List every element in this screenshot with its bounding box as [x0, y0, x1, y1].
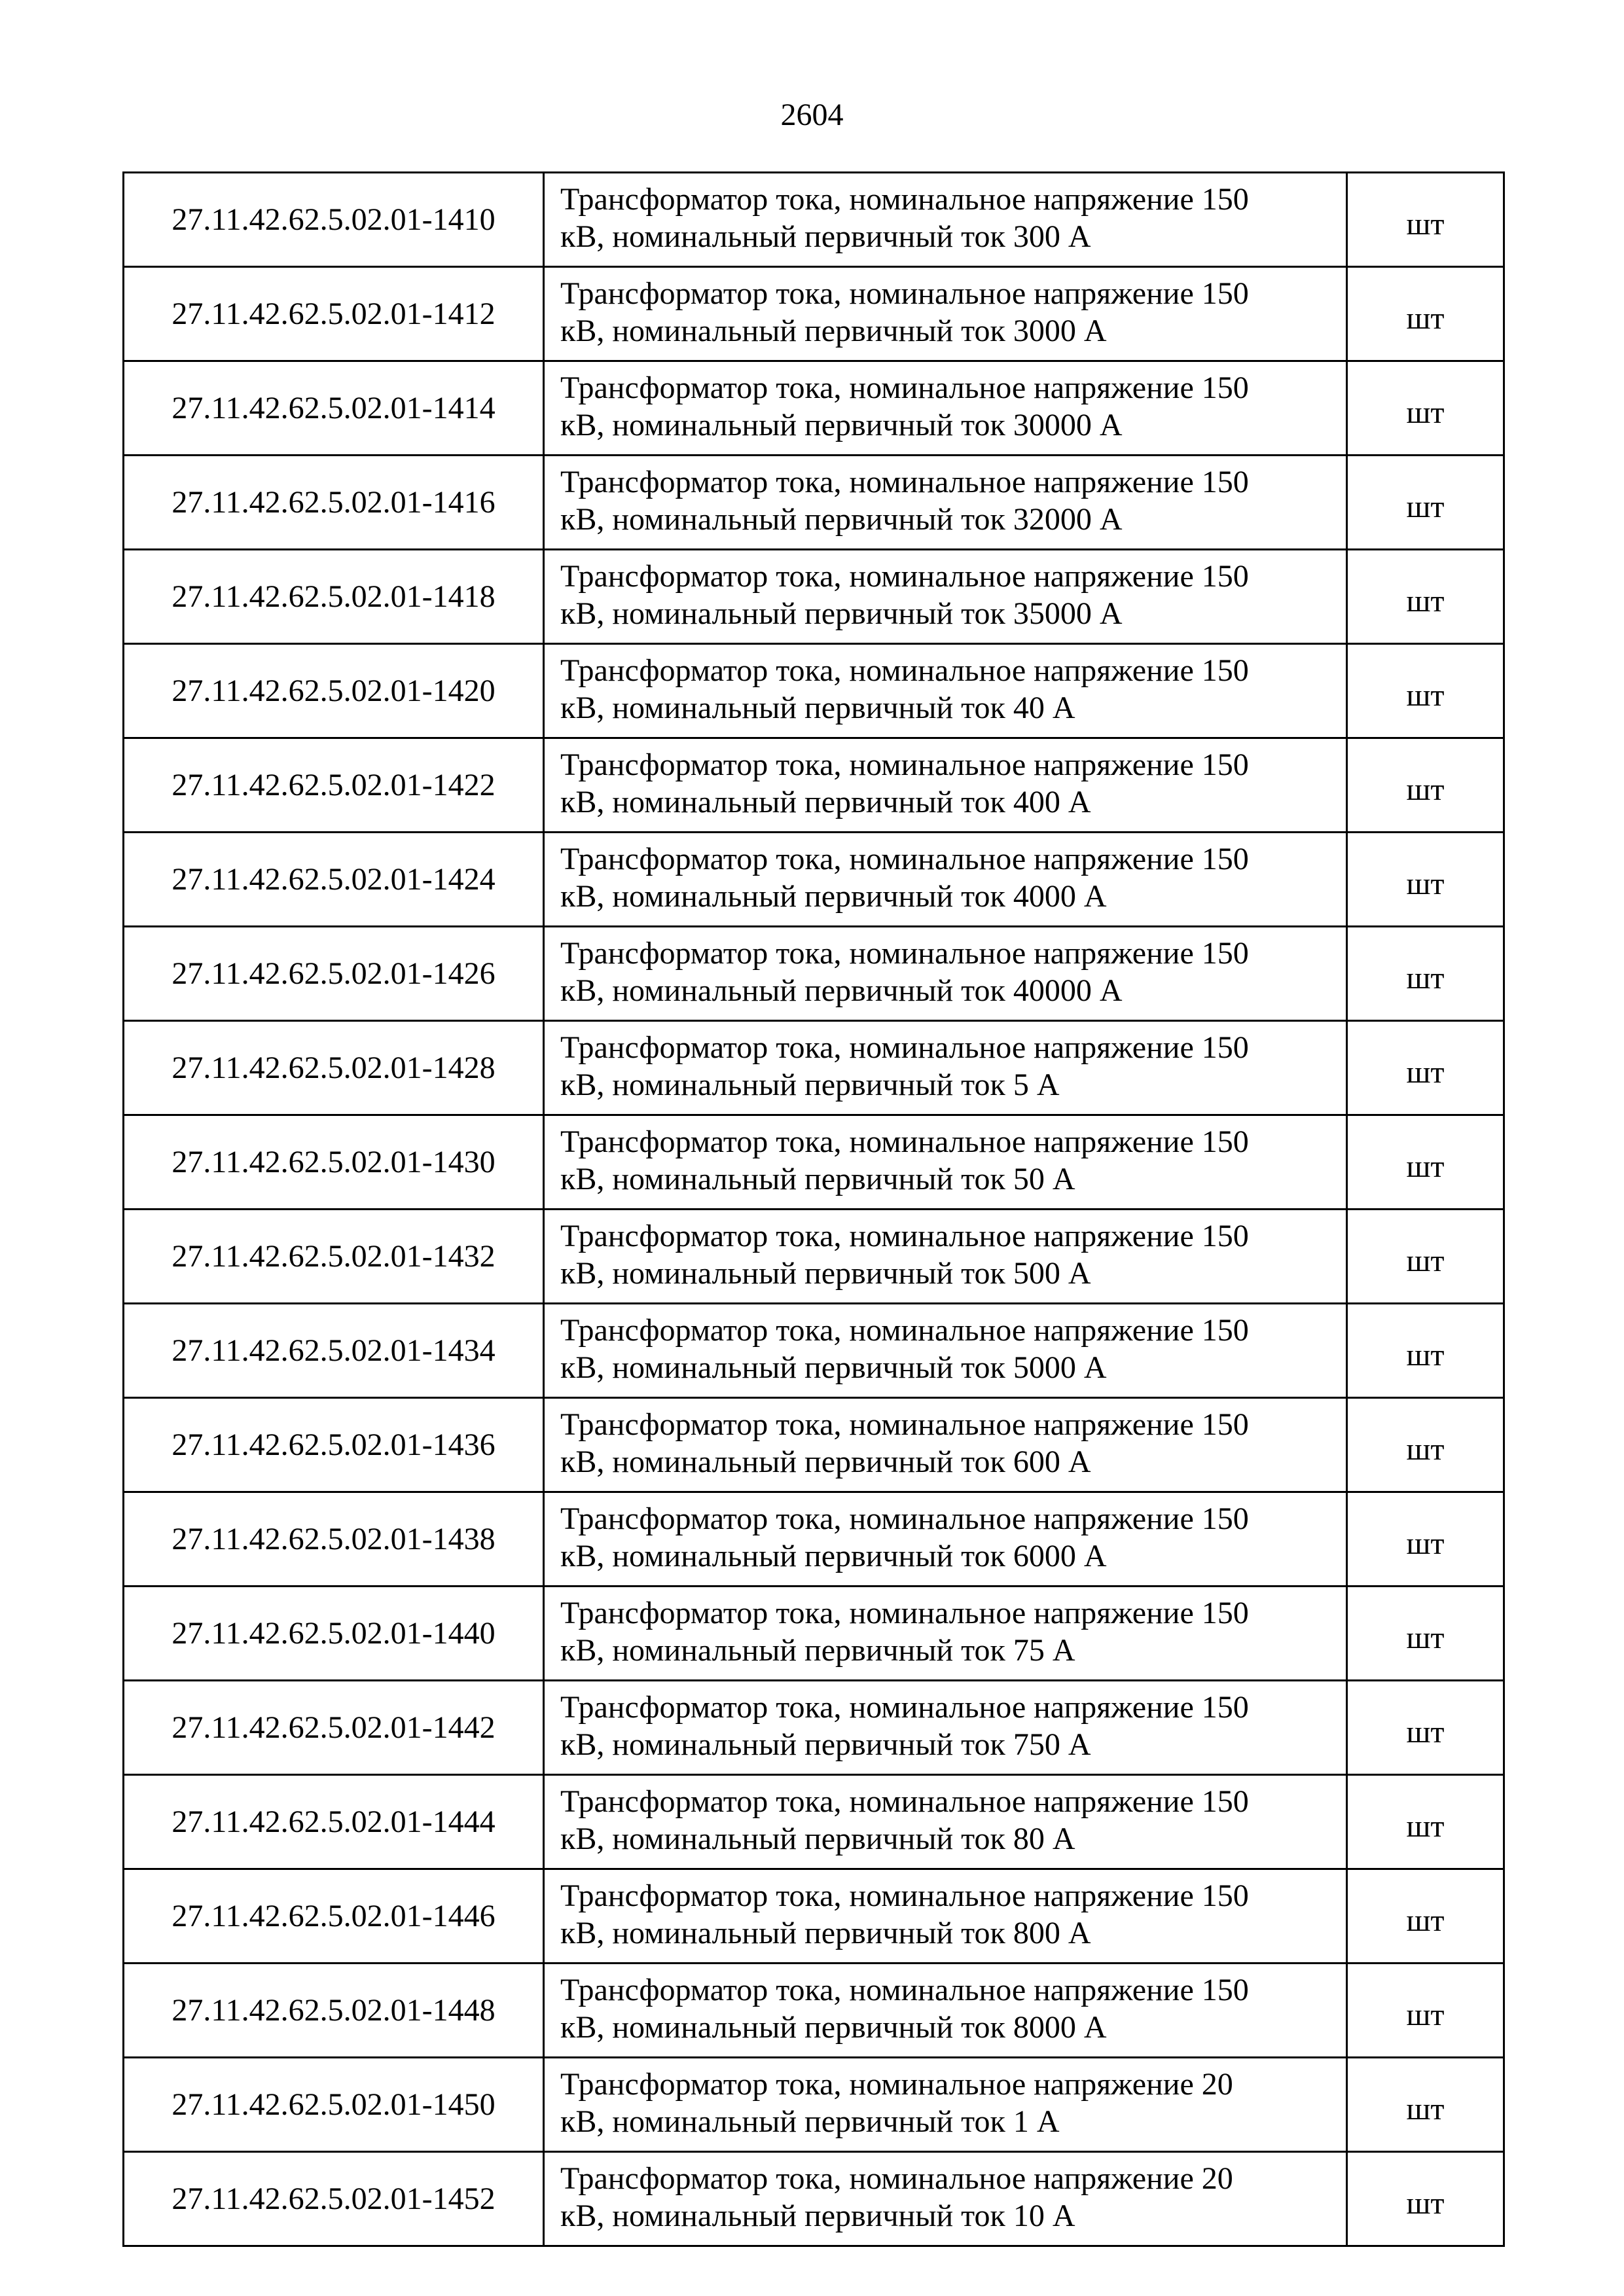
- item-name-cell: [544, 738, 1347, 833]
- item-name-line-1: Трансформатор тока, номинальное напряжение 150: [560, 841, 1249, 876]
- item-unit-cell: шт: [1347, 738, 1504, 833]
- item-unit-cell: шт: [1347, 267, 1504, 361]
- item-unit-cell: шт: [1347, 1587, 1504, 1681]
- item-name-cell: [544, 1775, 1347, 1869]
- item-name-line-1: Трансформатор тока, номинальное напряжение 150: [560, 1689, 1249, 1725]
- item-code-cell: 27.11.42.62.5.02.01-1440: [124, 1587, 544, 1681]
- items-table: [122, 171, 1505, 2247]
- item-name-line-1: Трансформатор тока, номинальное напряжение 150: [560, 276, 1249, 311]
- item-name-cell: [544, 267, 1347, 361]
- item-unit-cell: шт: [1347, 456, 1504, 550]
- item-name-cell: [544, 1115, 1347, 1210]
- table-row: [124, 1398, 1504, 1492]
- item-code-cell: 27.11.42.62.5.02.01-1414: [124, 361, 544, 456]
- item-name-line-1: Трансформатор тока, номинальное напряжение 150: [560, 181, 1249, 217]
- item-name-line-2: кВ, номинальный первичный ток 35000 А: [560, 596, 1123, 631]
- table-row: [124, 1021, 1504, 1115]
- item-name-line-1: Трансформатор тока, номинальное напряжение 150: [560, 1030, 1249, 1065]
- item-name-cell: [544, 1587, 1347, 1681]
- item-name-cell: [544, 456, 1347, 550]
- item-name-line-1: Трансформатор тока, номинальное напряжение 150: [560, 1124, 1249, 1159]
- item-unit-cell: шт: [1347, 644, 1504, 738]
- item-code-cell: 27.11.42.62.5.02.01-1450: [124, 2058, 544, 2152]
- item-unit-cell: шт: [1347, 1210, 1504, 1304]
- item-code-cell: 27.11.42.62.5.02.01-1448: [124, 1964, 544, 2058]
- item-unit-cell: шт: [1347, 1021, 1504, 1115]
- item-name-line-2: кВ, номинальный первичный ток 4000 А: [560, 878, 1107, 914]
- item-name-line-2: кВ, номинальный первичный ток 800 А: [560, 1915, 1091, 1950]
- table-row: [124, 644, 1504, 738]
- table-row: [124, 1681, 1504, 1775]
- item-name-line-1: Трансформатор тока, номинальное напряжение 150: [560, 1407, 1249, 1442]
- item-code-cell: 27.11.42.62.5.02.01-1446: [124, 1869, 544, 1964]
- table-row: [124, 1304, 1504, 1398]
- item-unit-cell: шт: [1347, 2152, 1504, 2246]
- item-name-cell: [544, 1398, 1347, 1492]
- item-code-cell: 27.11.42.62.5.02.01-1412: [124, 267, 544, 361]
- items-table-body: [124, 173, 1504, 2246]
- item-name-line-1: Трансформатор тока, номинальное напряжение 150: [560, 1972, 1249, 2007]
- table-row: [124, 1587, 1504, 1681]
- table-row: [124, 1210, 1504, 1304]
- item-unit-cell: шт: [1347, 833, 1504, 927]
- item-unit-cell: шт: [1347, 927, 1504, 1021]
- item-name-line-2: кВ, номинальный первичный ток 80 А: [560, 1821, 1075, 1856]
- item-name-cell: [544, 173, 1347, 267]
- item-name-line-1: Трансформатор тока, номинальное напряжение 20: [560, 2161, 1233, 2196]
- item-code-cell: 27.11.42.62.5.02.01-1452: [124, 2152, 544, 2246]
- item-name-line-2: кВ, номинальный первичный ток 8000 А: [560, 2009, 1107, 2045]
- item-name-cell: [544, 1210, 1347, 1304]
- item-code-cell: 27.11.42.62.5.02.01-1428: [124, 1021, 544, 1115]
- item-unit-cell: шт: [1347, 1492, 1504, 1587]
- item-unit-cell: шт: [1347, 1398, 1504, 1492]
- item-name-cell: [544, 1681, 1347, 1775]
- page-number: 2604: [780, 98, 844, 132]
- item-name-line-1: Трансформатор тока, номинальное напряжение 150: [560, 370, 1249, 405]
- item-name-line-2: кВ, номинальный первичный ток 5000 А: [560, 1350, 1107, 1385]
- item-name-cell: [544, 1304, 1347, 1398]
- table-row: [124, 1964, 1504, 2058]
- table-row: [124, 2152, 1504, 2246]
- item-code-cell: 27.11.42.62.5.02.01-1424: [124, 833, 544, 927]
- item-name-cell: [544, 1869, 1347, 1964]
- table-row: [124, 1492, 1504, 1587]
- item-name-line-1: Трансформатор тока, номинальное напряжение 20: [560, 2066, 1233, 2102]
- item-unit-cell: шт: [1347, 173, 1504, 267]
- item-name-line-1: Трансформатор тока, номинальное напряжение 150: [560, 747, 1249, 782]
- item-code-cell: 27.11.42.62.5.02.01-1434: [124, 1304, 544, 1398]
- item-name-line-2: кВ, номинальный первичный ток 300 А: [560, 219, 1091, 254]
- item-name-cell: [544, 2058, 1347, 2152]
- item-code-cell: 27.11.42.62.5.02.01-1426: [124, 927, 544, 1021]
- item-name-line-2: кВ, номинальный первичный ток 10 А: [560, 2198, 1075, 2233]
- table-row: [124, 267, 1504, 361]
- item-name-line-1: Трансформатор тока, номинальное напряжение 150: [560, 1784, 1249, 1819]
- item-name-line-2: кВ, номинальный первичный ток 50 А: [560, 1161, 1075, 1196]
- item-name-line-2: кВ, номинальный первичный ток 400 А: [560, 784, 1091, 819]
- table-row: [124, 927, 1504, 1021]
- item-name-line-2: кВ, номинальный первичный ток 1 А: [560, 2104, 1060, 2139]
- item-name-cell: [544, 2152, 1347, 2246]
- item-code-cell: 27.11.42.62.5.02.01-1418: [124, 550, 544, 644]
- item-name-line-1: Трансформатор тока, номинальное напряжение 150: [560, 1501, 1249, 1536]
- item-name-line-2: кВ, номинальный первичный ток 5 А: [560, 1067, 1060, 1102]
- item-code-cell: 27.11.42.62.5.02.01-1420: [124, 644, 544, 738]
- item-name-line-1: Трансформатор тока, номинальное напряжение 150: [560, 1312, 1249, 1348]
- item-name-line-2: кВ, номинальный первичный ток 3000 А: [560, 313, 1107, 348]
- item-name-line-2: кВ, номинальный первичный ток 40 А: [560, 690, 1075, 725]
- item-name-line-2: кВ, номинальный первичный ток 500 А: [560, 1255, 1091, 1291]
- item-code-cell: 27.11.42.62.5.02.01-1430: [124, 1115, 544, 1210]
- table-row: [124, 1115, 1504, 1210]
- item-code-cell: 27.11.42.62.5.02.01-1416: [124, 456, 544, 550]
- item-name-cell: [544, 1492, 1347, 1587]
- table-row: [124, 2058, 1504, 2152]
- item-unit-cell: шт: [1347, 1304, 1504, 1398]
- item-name-line-2: кВ, номинальный первичный ток 750 А: [560, 1727, 1091, 1762]
- item-name-line-2: кВ, номинальный первичный ток 40000 А: [560, 973, 1123, 1008]
- item-name-line-1: Трансформатор тока, номинальное напряжение 150: [560, 464, 1249, 499]
- table-row: [124, 550, 1504, 644]
- item-code-cell: 27.11.42.62.5.02.01-1432: [124, 1210, 544, 1304]
- item-name-cell: [544, 550, 1347, 644]
- table-row: [124, 1775, 1504, 1869]
- item-code-cell: 27.11.42.62.5.02.01-1410: [124, 173, 544, 267]
- item-code-cell: 27.11.42.62.5.02.01-1422: [124, 738, 544, 833]
- item-name-line-1: Трансформатор тока, номинальное напряжение 150: [560, 653, 1249, 688]
- item-name-line-2: кВ, номинальный первичный ток 75 А: [560, 1632, 1075, 1668]
- table-row: [124, 361, 1504, 456]
- item-code-cell: 27.11.42.62.5.02.01-1438: [124, 1492, 544, 1587]
- item-name-line-1: Трансформатор тока, номинальное напряжение 150: [560, 1595, 1249, 1630]
- item-name-line-1: Трансформатор тока, номинальное напряжение 150: [560, 935, 1249, 971]
- item-name-line-1: Трансформатор тока, номинальное напряжение 150: [560, 1218, 1249, 1253]
- item-unit-cell: шт: [1347, 1964, 1504, 2058]
- table-row: [124, 738, 1504, 833]
- item-name-cell: [544, 1021, 1347, 1115]
- item-unit-cell: шт: [1347, 1869, 1504, 1964]
- table-row: [124, 833, 1504, 927]
- table-row: [124, 456, 1504, 550]
- item-unit-cell: шт: [1347, 361, 1504, 456]
- item-name-line-2: кВ, номинальный первичный ток 600 А: [560, 1444, 1091, 1479]
- table-row: [124, 173, 1504, 267]
- item-unit-cell: шт: [1347, 550, 1504, 644]
- item-name-cell: [544, 361, 1347, 456]
- item-unit-cell: шт: [1347, 1681, 1504, 1775]
- table-row: [124, 1869, 1504, 1964]
- item-name-line-1: Трансформатор тока, номинальное напряжение 150: [560, 558, 1249, 594]
- item-name-line-2: кВ, номинальный первичный ток 30000 А: [560, 407, 1123, 442]
- item-name-cell: [544, 1964, 1347, 2058]
- item-name-cell: [544, 833, 1347, 927]
- item-unit-cell: шт: [1347, 1115, 1504, 1210]
- item-name-line-2: кВ, номинальный первичный ток 32000 А: [560, 501, 1123, 537]
- item-unit-cell: шт: [1347, 2058, 1504, 2152]
- item-code-cell: 27.11.42.62.5.02.01-1442: [124, 1681, 544, 1775]
- item-name-line-2: кВ, номинальный первичный ток 6000 А: [560, 1538, 1107, 1573]
- item-name-cell: [544, 927, 1347, 1021]
- item-name-cell: [544, 644, 1347, 738]
- item-name-line-1: Трансформатор тока, номинальное напряжение 150: [560, 1878, 1249, 1913]
- item-code-cell: 27.11.42.62.5.02.01-1436: [124, 1398, 544, 1492]
- item-unit-cell: шт: [1347, 1775, 1504, 1869]
- item-code-cell: 27.11.42.62.5.02.01-1444: [124, 1775, 544, 1869]
